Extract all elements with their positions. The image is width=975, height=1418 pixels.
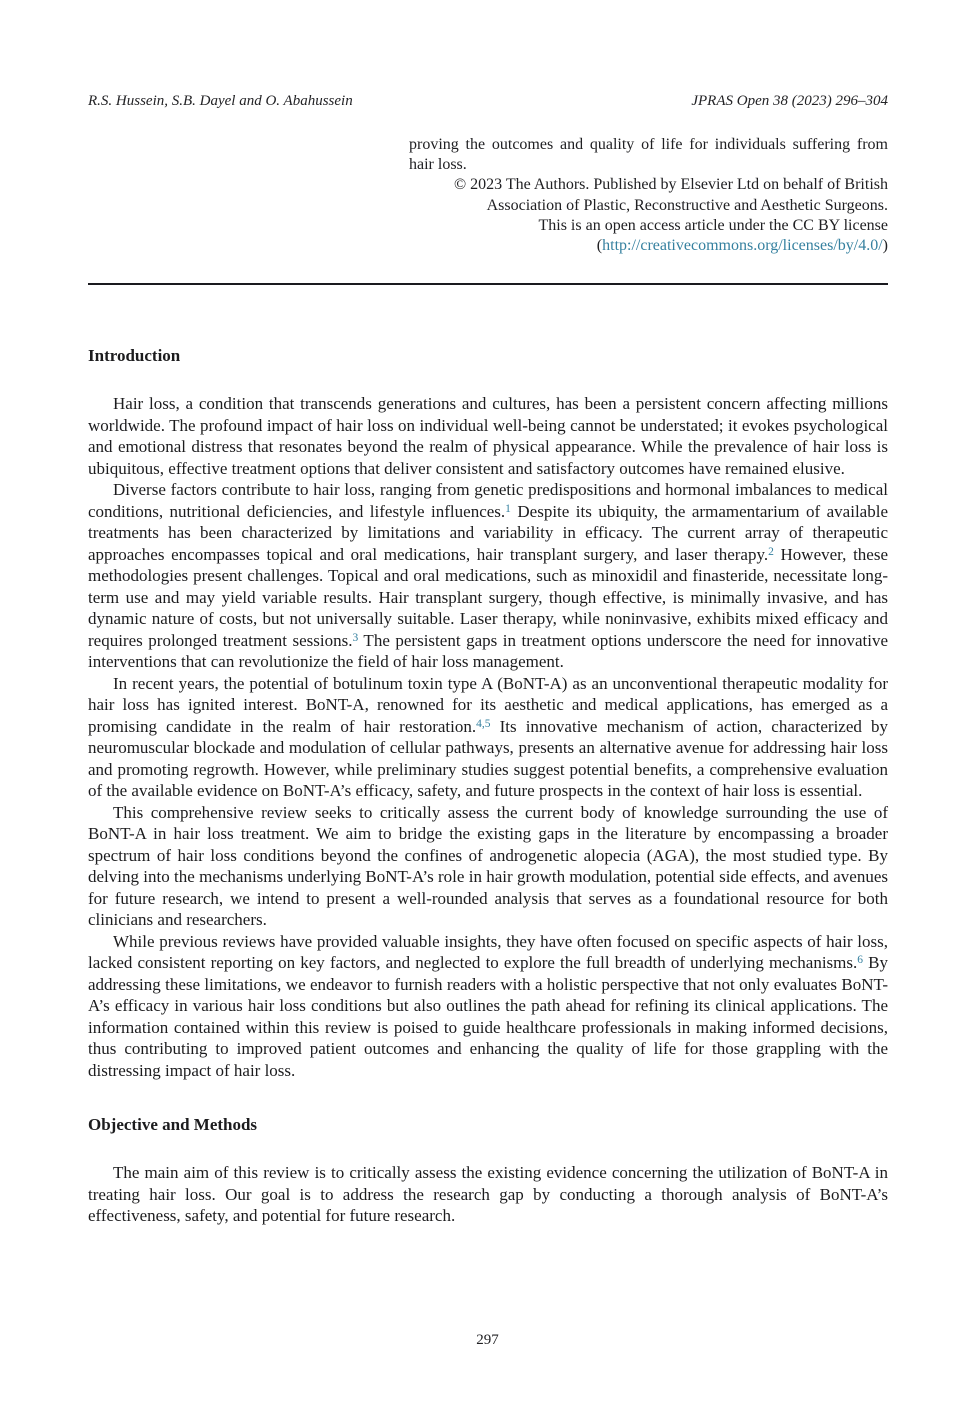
license-note-line: This is an open access article under the CC BY license — [538, 216, 888, 234]
section-paragraphs — [88, 1162, 888, 1227]
license-url-link[interactable]: http://creativecommons.org/licenses/by/4.0/ — [602, 237, 883, 255]
paragraph: Hair loss, a condition that transcends generations and cultures, has been a persistent concern affecting millions worldwide. The profound impact of hair loss on individual well-being cannot be understated; it evokes psychological and emotional distress that resonates beyond the realm of physical appearance. While the prevalence of hair loss is ubiquitous, effective treatment options that deliver consistent and satisfactory outcomes have remained elusive. — [88, 394, 888, 478]
abstract-continuation-text: proving the outcomes and quality of life for individuals suffering from hair loss. — [409, 136, 888, 174]
citation-ref[interactable]: 3 — [352, 631, 359, 644]
paragraph: Diverse factors contribute to hair loss, ranging from genetic predispositions and hormonal imbalances to medical conditions, nutritional deficiencies, and lifestyle influences.$^1$ Despite its ubiquity, the armamentarium of available treatments has been characterized by limitations and variability in efficacy. The current array of therapeutic approaches encompasses topical and oral medications, hair transplant surgery, and laser therapy.$^2$ However, these methodologies present challenges. Topical and oral medications, such as minoxidil and finasteride, necessitate long-term use and may yield variable results. Hair transplant surgery, though effective, is minimally invasive, and has dynamic nature of costs, but not universally suitable. Laser therapy, while noninvasive, exhibits mixed efficacy and requires prolonged treatment sessions.$^3$ The persistent gaps in treatment options underscore the need for innovative interventions that can revolutionize the field of hair loss management. — [88, 480, 888, 671]
paragraph: This comprehensive review seeks to critically assess the current body of knowledge surrounding the use of BoNT-A in hair loss treatment. We aim to bridge the existing gaps in the literature by encompassing a broader spectrum of hair loss conditions beyond the confines of androgenetic alopecia (AGA), the most studied type. By delving into the mechanisms underlying BoNT-A’s role in hair growth modulation, potential side effects, and avenues for future research, we intend to present a well-rounded analysis that serves as a foundational resource for both clinicians and researchers. — [88, 802, 888, 929]
copyright-line: © 2023 The Authors. Published by Elsevier Ltd on behalf of British Association of Plastic, Reconstructive and Aesthetic Surgeons. — [453, 176, 888, 214]
paren-close: ) — [882, 237, 888, 255]
paren-open: ( — [596, 237, 603, 255]
page-footer — [0, 1332, 975, 1349]
running-head-journal-ref: JPRAS Open 38 (2023) 296–304 — [691, 93, 888, 109]
section-paragraphs — [88, 393, 888, 1081]
header-separator-rule — [88, 283, 888, 285]
section-heading-objective-and-methods: Objective and Methods — [88, 1115, 258, 1134]
paragraph: While previous reviews have provided valuable insights, they have often focused on specific aspects of hair loss, lacked consistent reporting on key factors, and neglected to explore the full breadth of underlying mechanisms.$^6$ By addressing these limitations, we endeavor to furnish readers with a holistic perspective that not only evaluates BoNT-A’s efficacy in various hair loss conditions but also outlines the path ahead for refining its clinical applications. The information contained within this review is poised to guide healthcare professionals in making informed decisions, thus contributing to improved patient outcomes and enhancing the quality of life for those grappling with the distressing impact of hair loss. — [88, 931, 888, 1080]
paragraph: The main aim of this review is to critically assess the existing evidence concerning the utilization of BoNT-A in treating hair loss. Our goal is to address the research gap by conducting a thorough analysis of BoNT-A’s effectiveness, safety, and potential for future research. — [88, 1163, 888, 1225]
license-url-line — [409, 236, 888, 256]
section-heading-introduction: Introduction — [88, 346, 181, 365]
abstract-license-block — [409, 135, 888, 256]
citation-ref[interactable]: 1 — [505, 502, 511, 515]
section-introduction — [88, 345, 888, 1081]
paragraph: In recent years, the potential of botulinum toxin type A (BoNT-A) as an unconventional therapeutic modality for hair loss has ignited interest. BoNT-A, renowned for its aesthetic and medical applications, has emerged as a promising candidate in the realm of hair restoration.$^{4,5}$ Its innovative mechanism of action, characterized by neuromuscular blockade and modulation of cellular pathways, presents an alternative avenue for addressing hair loss and promoting regrowth. However, while preliminary studies suggest potential benefits, a comprehensive evaluation of the available evidence on BoNT-A’s efficacy, safety, and future prospects in the context of hair loss is essential. — [88, 673, 888, 800]
citation-ref[interactable]: 6 — [857, 954, 863, 966]
running-head-authors: R.S. Hussein, S.B. Dayel and O. Abahussein — [88, 93, 353, 109]
section-objective-and-methods — [88, 1114, 888, 1227]
citation-ref[interactable]: 4,5 — [476, 717, 491, 730]
article-body — [88, 345, 888, 1227]
running-head — [88, 92, 888, 110]
page-number: 297 — [476, 1332, 499, 1348]
citation-ref[interactable]: 2 — [768, 545, 774, 558]
